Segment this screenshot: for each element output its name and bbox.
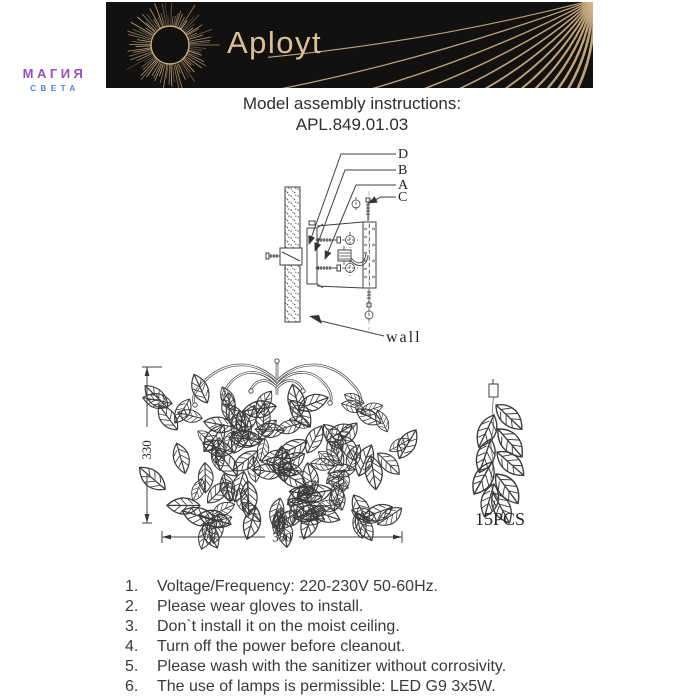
title-line2: APL.849.01.03 bbox=[295, 115, 409, 134]
width-dim-label: 380 bbox=[272, 529, 292, 545]
instruction-item: Please wash with the sanitizer without corrosivity. bbox=[157, 658, 507, 675]
instruction-item: Turn off the power before cleanout. bbox=[157, 638, 406, 655]
assembly-diagram bbox=[255, 145, 475, 350]
magiya-subtitle: СВЕТА bbox=[30, 84, 80, 93]
leaf-strand-drawing bbox=[450, 375, 560, 530]
aployt-logo: Aployt bbox=[227, 25, 323, 60]
instruction-item: The use of lamps is permissible: LED G9 3x5W. bbox=[157, 678, 496, 695]
magiya-sveta-logo bbox=[6, 8, 100, 93]
height-dim-label: 330 bbox=[139, 440, 154, 460]
page-title bbox=[0, 93, 700, 135]
strand-count-label: 15PCS bbox=[474, 509, 526, 529]
part-label-b: B bbox=[398, 163, 408, 178]
wall-label: wall bbox=[386, 329, 422, 346]
product-drawing bbox=[135, 355, 425, 550]
banner-art bbox=[106, 2, 593, 88]
part-label-c: C bbox=[398, 190, 408, 205]
part-label-a: A bbox=[398, 178, 409, 193]
brand-banner bbox=[106, 2, 593, 88]
part-label-d: D bbox=[398, 147, 409, 162]
instruction-item: Please wear gloves to install. bbox=[157, 598, 364, 615]
title-line1: Model assembly instructions: bbox=[242, 94, 462, 113]
magiya-title: МАГИЯ bbox=[22, 66, 87, 81]
instruction-list bbox=[125, 577, 506, 697]
strand-leaves bbox=[465, 398, 529, 527]
leaf-cluster bbox=[135, 372, 424, 550]
chandelier-arms bbox=[193, 359, 361, 407]
magiya-waves-icon bbox=[11, 8, 95, 60]
instruction-item: Voltage/Frequency: 220-230V 50-60Hz. bbox=[157, 578, 439, 595]
instruction-item: Don`t install it on the moist ceiling. bbox=[157, 618, 400, 635]
